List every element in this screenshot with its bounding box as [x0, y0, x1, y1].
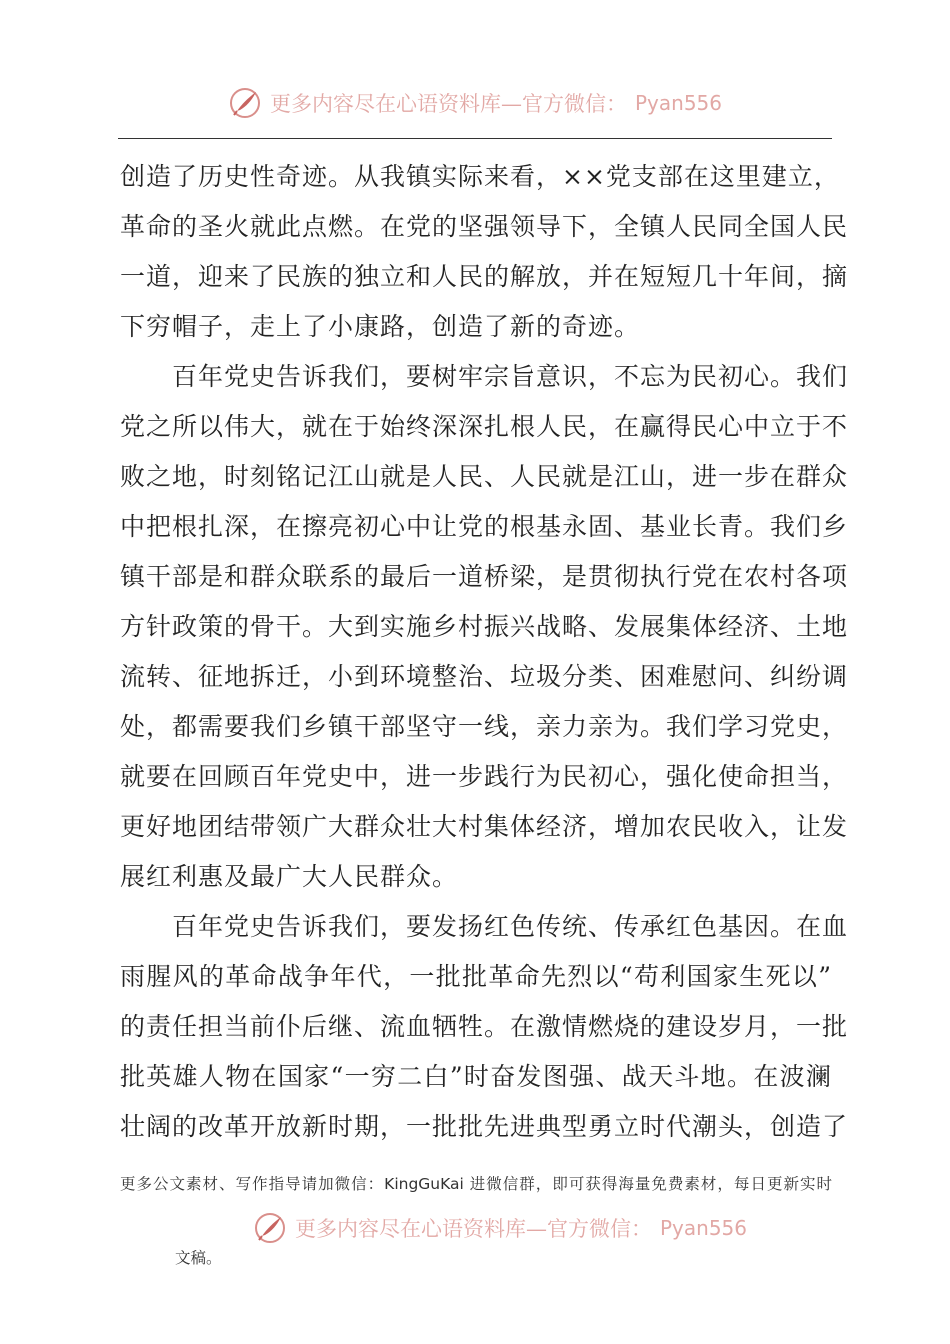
- body-line: 壮阔的改革开放新时期，一批批先进典型勇立时代潮头，创造了: [120, 1112, 849, 1141]
- body-line: 的责任担当前仆后继、流血牺牲。在激情燃烧的建设岁月，一批: [120, 1012, 849, 1041]
- body-line: 中把根扎深，在擦亮初心中让党的根基永固、基业长青。我们乡: [120, 512, 849, 541]
- watermark-id: Pyan556: [660, 1216, 748, 1240]
- header-watermark: [228, 86, 722, 120]
- body-line: 党之所以伟大，就在于始终深深扎根人民，在赢得民心中立于不: [120, 412, 849, 441]
- body-line: 更好地团结带领广大群众壮大村集体经济，增加农民收入，让发: [120, 812, 849, 841]
- quill-logo-icon: [228, 86, 262, 120]
- body-line: 一道，迎来了民族的独立和人民的解放，并在短短几十年间，摘: [120, 262, 849, 291]
- body-line: 败之地，时刻铭记江山就是人民、人民就是江山，进一步在群众: [120, 462, 849, 491]
- body-line: 创造了历史性奇迹。从我镇实际来看，××党支部在这里建立，: [120, 162, 840, 191]
- body-line: 镇干部是和群众联系的最后一道桥梁，是贯彻执行党在农村各项: [120, 562, 849, 591]
- body-line: 展红利惠及最广大人民群众。: [120, 862, 459, 891]
- body-line: 批英雄人物在国家“一穷二白”时奋发图强、战天斗地。在波澜: [120, 1062, 832, 1091]
- footer-promo-tail: 文稿。: [175, 1249, 222, 1267]
- body-line: 百年党史告诉我们，要发扬红色传统、传承红色基因。在血: [120, 912, 849, 941]
- body-line: 革命的圣火就此点燃。在党的坚强领导下，全镇人民同全国人民: [120, 212, 849, 241]
- body-line: 处，都需要我们乡镇干部坚守一线，亲力亲为。我们学习党史，: [120, 712, 849, 741]
- body-line: 方针政策的骨干。大到实施乡村振兴战略、发展集体经济、土地: [120, 612, 849, 641]
- watermark-text: 更多内容尽在心语资料库—官方微信：: [295, 1217, 652, 1241]
- footer-promo-text: 更多公文素材、写作指导请加微信：KingGuKai 进微信群，即可获得海量免费素材，每日更新实时: [120, 1175, 832, 1193]
- watermark-id: Pyan556: [635, 91, 723, 115]
- body-line: 下穷帽子，走上了小康路，创造了新的奇迹。: [120, 312, 641, 341]
- quill-logo-icon: [253, 1211, 287, 1245]
- watermark-text: 更多内容尽在心语资料库—官方微信：: [270, 92, 627, 116]
- body-line: 就要在回顾百年党史中，进一步践行为民初心，强化使命担当，: [120, 762, 849, 791]
- body-line: 百年党史告诉我们，要树牢宗旨意识，不忘为民初心。我们: [120, 362, 849, 391]
- body-line: 流转、征地拆迁，小到环境整治、垃圾分类、困难慰问、纠纷调: [120, 662, 849, 691]
- header-divider: [118, 138, 832, 139]
- document-body: [120, 152, 849, 1152]
- footer-watermark: [253, 1211, 747, 1245]
- body-line: 雨腥风的革命战争年代，一批批革命先烈以“苟利国家生死以”: [120, 962, 832, 991]
